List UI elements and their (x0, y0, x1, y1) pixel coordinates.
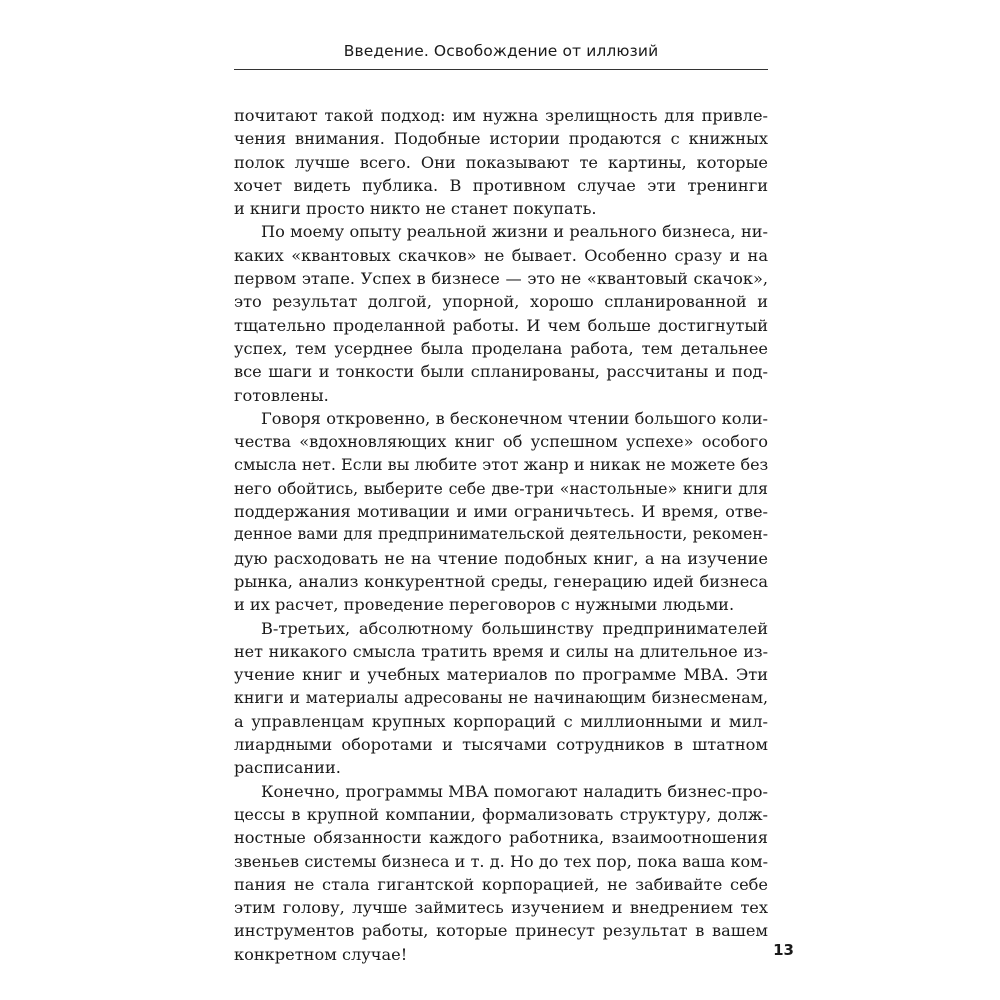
text-line: нет никакого смысла тратить время и силы на длительное из- (234, 641, 768, 661)
text-line: рынка, анализ конкурентной среды, генерацию идей бизнеса (234, 571, 768, 591)
text-line: По моему опыту реальной жизни и реального бизнеса, ни- (261, 222, 768, 242)
text-line: учение книг и учебных материалов по программе MBA. Эти (234, 665, 768, 685)
text-line: него обойтись, выберите себе две-три «настольные» книги для (234, 478, 768, 498)
text-line: Говоря откровенно, в бесконечном чтении большого коли- (261, 408, 768, 428)
text-line: хочет видеть публика. В противном случае эти тренинги (234, 175, 768, 195)
text-line: чения внимания. Подобные истории продаются с книжных (234, 129, 768, 149)
header-divider (234, 69, 768, 70)
text-line: первом этапе. Успех в бизнесе — это не «квантовый скачок», (234, 269, 768, 289)
text-line: тщательно проделанной работы. И чем больше достигнутый (234, 315, 768, 335)
text-line: каких «квантовых скачков» не бывает. Особенно сразу и на (234, 245, 768, 265)
text-line: лиардными оборотами и тысячами сотрудников в штатном (234, 735, 768, 755)
text-line: В-третьих, абсолютному большинству предпринимателей (261, 618, 768, 638)
text-line: звеньев системы бизнеса и т. д. Но до тех пор, пока ваша ком- (234, 851, 768, 871)
body-text (234, 104, 768, 966)
text-line: книги и материалы адресованы не начинающим бизнесменам, (234, 688, 768, 708)
text-line: Конечно, программы MBA помогают наладить бизнес-про- (261, 781, 768, 801)
text-line: почитают такой подход: им нужна зрелищность для привле- (234, 106, 768, 125)
text-line: и их расчет, проведение переговоров с нужными людьми. (234, 595, 735, 615)
text-line: полок лучше всего. Они показывают те картины, которые (234, 152, 768, 172)
text-line: а управленцам крупных корпораций с миллионными и мил- (234, 711, 768, 731)
text-line: пания не стала гигантской корпорацией, не забивайте себе (234, 874, 768, 894)
text-line: этим голову, лучше займитесь изучением и внедрением тех (234, 898, 768, 918)
text-line: цессы в крупной компании, формализовать структуру, долж- (234, 804, 768, 824)
text-line: дую расходовать не на чтение подобных книг, а на изучение (234, 548, 768, 568)
text-line: денное вами для предпринимательской деятельности, рекомен- (234, 525, 768, 544)
page-number: 13 (773, 941, 794, 959)
running-header: Введение. Освобождение от иллюзий (343, 42, 659, 60)
text-line: расписании. (234, 758, 341, 778)
text-line: поддержания мотивации и ими ограничьтесь. И время, отве- (234, 502, 768, 522)
text-line: готовлены. (234, 385, 329, 405)
text-line: все шаги и тонкости были спланированы, рассчитаны и под- (234, 362, 768, 382)
text-line: и книги просто никто не станет покупать. (234, 199, 597, 219)
text-line: успех, тем усерднее была проделана работа, тем детальнее (234, 338, 768, 358)
text-line: ностные обязанности каждого работника, взаимоотношения (234, 828, 768, 848)
text-line: это результат долгой, упорной, хорошо спланированной и (234, 292, 768, 312)
text-line: конкретном случае! (234, 944, 408, 964)
text-line: инструментов работы, которые принесут результат в вашем (234, 921, 768, 941)
text-line: смысла нет. Если вы любите этот жанр и никак не можете без (234, 455, 769, 475)
text-line: чества «вдохновляющих книг об успешном успехе» особого (234, 432, 768, 452)
